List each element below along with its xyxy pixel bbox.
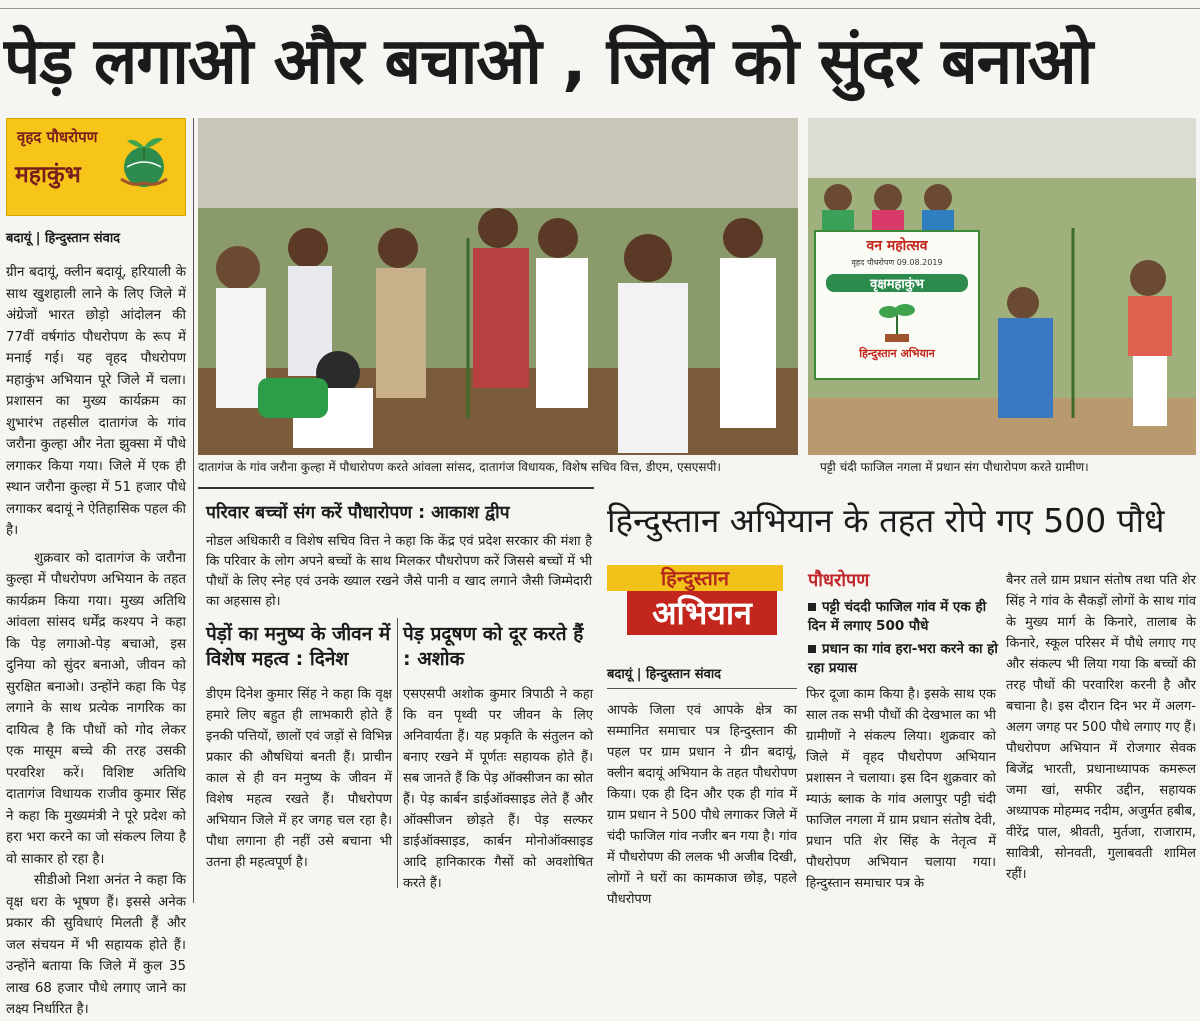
banner-line3: वृक्षमहाकुंभ xyxy=(826,274,968,292)
bullet-square-icon xyxy=(808,645,816,653)
story2-bullet-2 xyxy=(808,640,998,678)
banner-line2: वृहद पौधरोपण 09.08.2019 xyxy=(851,258,943,267)
story2-headline: हिन्दुस्तान अभियान के तहत रोपे गए 500 पौधे xyxy=(607,501,1165,540)
story2-byline: बदायूं | हिन्दुस्तान संवाद xyxy=(607,667,722,682)
left-para-2: शुक्रवार को दातागंज के जरौना कुल्हा में पौधरोपण अभियान के तहत कार्यक्रम किया गया। मुख्य अतिथि आंवला सांसद धर्मेंद्र कश्यप ने कहा कि पेड़ लगाओ-पेड़ बचाओ, इस दुनिया को सुंदर बनाओ, जीवन को सुरक्षित बनाओ। उन्होंने कहा कि पेड़ लगाने के साथ प्रत्येक नागरिक का दायित्व है कि पौधों को गोद लेकर एक मासूम बच्चे की तरह उसकी परवरिश करें। विशिष्ट अतिथि दातागंज विधायक राजीव कुमार सिंह ने कहा कि मुख्यमंत्री ने पूरे प्रदेश को हरा भरा करने का जो संकल्प लिया है वो साकार हो रहा है। xyxy=(6,550,186,867)
sub2-title: पेड़ प्रदूषण को दूर करते हैं : अशोक xyxy=(403,623,584,670)
column-divider xyxy=(193,118,194,903)
photo-village-plantation xyxy=(808,118,1196,455)
headline: पेड़ लगाओ और बचाओ , जिले को सुंदर बनाओ xyxy=(4,25,1093,99)
box-divider xyxy=(397,618,398,888)
logo-line2: महाकुंभ xyxy=(15,162,81,188)
photo2-caption: पट्टी चंदी फाजिल नगला में प्रधान संग पौधारोपण करते ग्रामीण। xyxy=(820,460,1089,474)
left-byline: बदायूं | हिन्दुस्तान संवाद xyxy=(6,231,121,246)
box-title: परिवार बच्चों संग करें पौधारोपण : आकाश द्वीप xyxy=(206,503,510,523)
abhiyan-logo-top: हिन्दुस्तान xyxy=(607,565,783,591)
box-text: नोडल अधिकारी व विशेष सचिव वित्त ने कहा कि केंद्र एवं प्रदेश सरकार की मंशा है कि परिवार के लोग अपने बच्चों के साथ मिलकर पौधरोपण करें जिससे बच्चों में भी पौधों के लिए स्नेह एवं उनके ख्याल रखने जैसे पानी व खाद लगाने जैसी जिम्मेदारी का अहसास हो। xyxy=(206,534,592,609)
left-column xyxy=(6,262,186,1017)
story2-col2: फिर दूजा काम किया है। इसके साथ एक साल तक सभी पौधों की देखभाल का भी ग्रामीणों ने संकल्प लिया। शुक्रवार को जिले में वृहद पौधरोपण अभियान प्रशासन ने चलाया। इस दिन शुक्रवार को म्याऊं ब्लाक के गांव अलापुर पट्टी चंदी फाजिल नगला में ग्राम प्रधान संतोष देवी, प्रधान पति शेर सिंह के नेतृत्व में पौधरोपण अभियान चलाया गया। हिन्दुस्तान समाचार पत्र के xyxy=(806,687,996,891)
left-para-3: सीडीओ निशा अनंत ने कहा कि वृक्ष धरा के भूषण हैं। इससे अनेक प्रकार की सुविधाएं मिलती हैं और जल संचयन में भी सहायक होते हैं। उन्होंने बताया कि जिले में कुल 35 लाख 68 हजार पौधे लगाए जाने का लक्ष्य निर्धारित है। xyxy=(6,873,186,1017)
story2-col1: आपके जिला एवं आपके क्षेत्र का सम्मानित समाचार पत्र हिन्दुस्तान की पहल पर ग्राम प्रधान ने ग्रीन बदायूं, क्लीन बदायूं अभियान के तहत पौधरोपण किया। एक ही दिन और एक ही गांव में ग्राम प्रधान ने 500 पौधे लगाकर जिले में चंदी फाजिल गांव नजीर बन गया है। गांव में पौधरोपण की ललक भी अजीब दिखी, लोगों ने घरों का कामकाज छोड़, पहले पौधरोपण xyxy=(607,703,797,907)
hindustan-abhiyan-logo xyxy=(607,565,783,637)
banner-line4: हिन्दुस्तान अभियान xyxy=(859,347,935,360)
bullet-2-text: प्रधान का गांव हरा-भरा करने का हो रहा प्रयास xyxy=(808,641,998,676)
story2-col3: बैनर तले ग्राम प्रधान संतोष तथा पति शेर सिंह ने गांव के सैकड़ों लोगों के साथ गांव के मुख्य मार्ग के किनारे, तालाब के किनारे, स्कूल परिसर में पौधे लगाए गए और संकल्प भी लिया गया कि बच्चों की तरह पौधों की परवारिश करनी है और बचाना है। इस दौरान दिन भर में अलग-अलग जगह पर 500 पौधे लगाए गए हैं। पौधरोपण अभियान में रोजगार सेवक बिजेंद्र भारती, प्रधानाध्यापक कमरूल जमा खां, सफीर उद्दीन, सहायक अध्यापक मोहम्मद नदीम, अजुर्मत हबीब, वीरेंद्र पाल, श्रीवती, मुर्तजा, राजाराम, सावित्री, सोनवती, गुलाबवती शामिल रहीं। xyxy=(1006,573,1196,882)
banner-plant-icon xyxy=(867,298,927,342)
photo-1-illustration xyxy=(198,118,798,455)
sub1-title: पेड़ों का मनुष्य के जीवन में विशेष महत्व : दिनेश xyxy=(206,623,391,670)
story2-byline-rule xyxy=(607,688,797,689)
logo-line1: वृहद पौधरोपण xyxy=(17,128,98,146)
left-para-1: ग्रीन बदायूं, क्लीन बदायूं, हरियाली के साथ खुशहाली लाने के लिए जिले में अंग्रेजों भारत छोड़ो आंदोलन की 77वीं वर्षगांठ पौधरोपण के रूप में मनाई गई। यह वृहद पौधरोपण महाकुंभ अभियान पूरे जिले में चला। प्रशासन का मुख्य कार्यक्रम का शुभारंभ तहसील दातागंज के गांव जरौना कुल्हा और नेता झुक्सा में पौधे लगाकर किया गया। जिले में एक ही स्थान जरौना कुल्हा में 51 हजार पौधे लगाकर बदायूं ने ऐतिहासिक पहल की है। xyxy=(6,265,186,538)
story2-bullet-1 xyxy=(808,598,998,636)
mahakumbh-logo xyxy=(6,118,186,216)
story2-tag: पौधरोपण xyxy=(808,570,870,591)
banner-line1: वन महोत्सव xyxy=(866,238,928,254)
abhiyan-logo-bottom: अभियान xyxy=(627,591,777,635)
photo1-caption: दातागंज के गांव जरौना कुल्हा में पौधारोपण करते आंवला सांसद, दातागंज विधायक, विशेष सचिव वित्त, डीएम, एसएसपी। xyxy=(198,460,721,474)
photo-plantation-dignitaries xyxy=(198,118,798,455)
top-rule xyxy=(0,8,1200,9)
sub2-text: एसएसपी अशोक कुमार त्रिपाठी ने कहा कि वन पृथ्वी पर जीवन के लिए अनिवार्यता हैं। यह प्रकृति के संतुलन को बनाए रखने में पूर्णतः सहायक होते हैं। सब जानते हैं कि पेड़ ऑक्सीजन का स्रोत हैं। पेड़ कार्बन डाईऑक्साइड लेते हैं और ऑक्सीजन छोड़ते हैं। पेड़ सल्फर डाईऑक्साइड, कार्बन मोनोऑक्साइड आदि हानिकारक गैसों को अवशोषित करते हैं। xyxy=(403,687,593,891)
sub1-text: डीएम दिनेश कुमार सिंह ने कहा कि वृक्ष हमारे लिए बहुत ही लाभकारी होते हैं इनकी पत्तियों, छालों एवं जड़ों से विभिन्न प्रकार की औषधियां बनती हैं। प्राचीन काल से ही वन मनुष्य के जीवन में विशेष महत्व रखते हैं। पौधरोपण अभियान जिले में हर जगह चल रहा है। पौधा लगाना ही नहीं उसे बचाना भी उतना ही महत्वपूर्ण है। xyxy=(206,687,392,870)
globe-plant-icon xyxy=(113,129,175,191)
box-rule xyxy=(198,487,594,489)
van-mahotsav-banner xyxy=(814,230,980,380)
bullet-square-icon xyxy=(808,603,816,611)
bullet-1-text: पट्टी चंददी फाजिल गांव में एक ही दिन में लगाए 500 पौधे xyxy=(808,599,987,634)
